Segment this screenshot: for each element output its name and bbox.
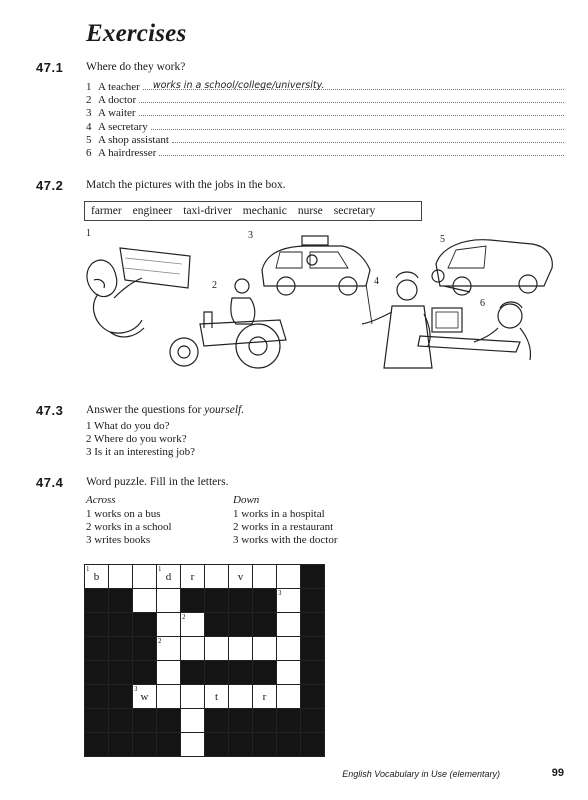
exercise-item bbox=[86, 121, 564, 134]
item-text: A doctor bbox=[98, 94, 137, 107]
crossword-cell bbox=[229, 661, 253, 685]
crossword-cell bbox=[157, 733, 181, 757]
clue-number: 1 bbox=[158, 565, 162, 573]
cell-letter: d bbox=[165, 571, 172, 583]
cell-letter: b bbox=[93, 571, 100, 583]
question-item: 1 What do you do? bbox=[86, 420, 170, 432]
exercise-item bbox=[86, 81, 564, 94]
crossword-cell[interactable] bbox=[181, 637, 205, 661]
crossword-cell bbox=[181, 661, 205, 685]
exercise-47-3-questions bbox=[86, 420, 195, 459]
across-clue: 2 works in a school bbox=[86, 521, 172, 533]
handwritten-answer: works in a school/college/university. bbox=[152, 80, 325, 91]
exercise-number-47-3: 47.3 bbox=[36, 403, 64, 418]
nurse-illustration bbox=[362, 272, 432, 368]
crossword-cell bbox=[253, 709, 277, 733]
crossword-cell[interactable] bbox=[277, 589, 301, 613]
crossword-cell bbox=[277, 733, 301, 757]
down-heading: Down bbox=[233, 494, 260, 506]
crossword-cell[interactable] bbox=[157, 661, 181, 685]
crossword-cell bbox=[85, 685, 109, 709]
picture-label-6: 6 bbox=[480, 298, 485, 309]
page-title: Exercises bbox=[86, 20, 187, 47]
item-text: A shop assistant bbox=[98, 133, 169, 146]
crossword-cell bbox=[229, 589, 253, 613]
crossword-cell bbox=[301, 685, 325, 709]
job-word: farmer bbox=[91, 205, 122, 217]
crossword-cell bbox=[229, 733, 253, 757]
crossword-cell bbox=[85, 661, 109, 685]
exercise-number-47-4: 47.4 bbox=[36, 475, 64, 490]
exercise-number-47-1: 47.1 bbox=[36, 60, 64, 75]
crossword-cell bbox=[133, 661, 157, 685]
crossword-cell[interactable] bbox=[157, 565, 181, 589]
item-number: 1 bbox=[86, 81, 92, 93]
crossword-cell[interactable] bbox=[277, 613, 301, 637]
crossword-cell bbox=[301, 613, 325, 637]
crossword-cell bbox=[301, 637, 325, 661]
across-clue: 1 works on a bus bbox=[86, 508, 161, 520]
crossword-cell bbox=[133, 733, 157, 757]
crossword-cell[interactable] bbox=[229, 685, 253, 709]
crossword-cell bbox=[253, 613, 277, 637]
answer-line[interactable] bbox=[143, 81, 564, 90]
crossword-cell bbox=[277, 709, 301, 733]
clue-number: 3 bbox=[278, 589, 282, 597]
crossword-cell bbox=[109, 637, 133, 661]
item-number: 6 bbox=[86, 146, 92, 159]
picture-label-5: 5 bbox=[440, 234, 445, 245]
item-text: A teacher bbox=[98, 81, 140, 93]
crossword-cell bbox=[157, 709, 181, 733]
crossword-cell bbox=[205, 709, 229, 733]
crossword-cell bbox=[205, 613, 229, 637]
crossword-cell bbox=[205, 661, 229, 685]
crossword-cell bbox=[205, 589, 229, 613]
down-clues bbox=[233, 508, 337, 547]
job-pictures bbox=[80, 228, 560, 388]
crossword-cell bbox=[301, 709, 325, 733]
crossword-cell[interactable] bbox=[157, 685, 181, 709]
answer-line[interactable] bbox=[151, 121, 564, 130]
crossword-cell bbox=[85, 709, 109, 733]
clue-number: 3 bbox=[134, 685, 138, 693]
clue-number: 1 bbox=[86, 565, 90, 573]
crossword-cell bbox=[109, 589, 133, 613]
crossword-grid bbox=[84, 564, 325, 757]
exercise-item bbox=[86, 94, 564, 107]
across-clue: 3 writes books bbox=[86, 534, 151, 546]
crossword-cell[interactable] bbox=[157, 589, 181, 613]
cell-letter: t bbox=[214, 691, 219, 703]
cell-letter: v bbox=[237, 571, 244, 583]
job-word-box bbox=[84, 201, 422, 221]
crossword-cell[interactable] bbox=[109, 565, 133, 589]
exercise-number-47-2: 47.2 bbox=[36, 178, 64, 193]
crossword-cell bbox=[109, 709, 133, 733]
crossword-cell[interactable] bbox=[181, 733, 205, 757]
crossword-cell[interactable] bbox=[253, 685, 277, 709]
instruction-text: Answer the questions for bbox=[86, 404, 205, 416]
crossword-cell bbox=[301, 661, 325, 685]
question-item: 3 Is it an interesting job? bbox=[86, 446, 196, 458]
picture-label-2: 2 bbox=[212, 280, 217, 291]
crossword-cell[interactable] bbox=[277, 565, 301, 589]
book-title-footer: English Vocabulary in Use (elementary) bbox=[342, 769, 500, 779]
item-number: 4 bbox=[86, 120, 92, 133]
answer-line[interactable] bbox=[172, 134, 564, 143]
job-word: taxi-driver bbox=[183, 205, 232, 217]
exercise-instruction-47-2: Match the pictures with the jobs in the box. bbox=[86, 179, 286, 191]
item-number: 5 bbox=[86, 133, 92, 146]
teacher-illustration bbox=[87, 248, 190, 337]
item-text: A hairdresser bbox=[98, 146, 157, 159]
crossword-cell[interactable] bbox=[229, 565, 253, 589]
crossword-cell[interactable] bbox=[277, 637, 301, 661]
question-item: 2 Where do you work? bbox=[86, 433, 187, 445]
crossword-cell bbox=[109, 685, 133, 709]
crossword-cell[interactable] bbox=[181, 685, 205, 709]
crossword-cell bbox=[85, 733, 109, 757]
exercise-instruction-47-1: Where do they work? bbox=[86, 61, 186, 73]
crossword-cell bbox=[253, 589, 277, 613]
down-clue: 2 works in a restaurant bbox=[233, 521, 334, 533]
crossword-cell[interactable] bbox=[133, 565, 157, 589]
crossword-cell[interactable] bbox=[157, 613, 181, 637]
crossword-cell[interactable] bbox=[253, 637, 277, 661]
crossword-cell bbox=[301, 589, 325, 613]
page-number: 99 bbox=[551, 767, 564, 779]
answer-line[interactable] bbox=[139, 94, 564, 103]
crossword-cell[interactable] bbox=[205, 637, 229, 661]
exercise-item bbox=[86, 107, 564, 120]
crossword-cell bbox=[229, 613, 253, 637]
taxi-illustration bbox=[262, 236, 370, 295]
secretary-computer-illustration bbox=[418, 302, 531, 360]
item-text: A secretary bbox=[98, 120, 148, 133]
crossword-cell bbox=[109, 613, 133, 637]
answer-line[interactable] bbox=[159, 147, 564, 156]
crossword-cell bbox=[109, 733, 133, 757]
cell-letter: r bbox=[262, 691, 267, 703]
job-word: mechanic bbox=[242, 205, 287, 217]
item-number: 3 bbox=[86, 107, 92, 120]
down-clue: 1 works in a hospital bbox=[233, 508, 325, 520]
clue-number: 2 bbox=[158, 637, 162, 645]
crossword-cell[interactable] bbox=[205, 565, 229, 589]
crossword-cell[interactable] bbox=[205, 685, 229, 709]
crossword-cell bbox=[85, 613, 109, 637]
crossword-cell[interactable] bbox=[181, 709, 205, 733]
crossword-cell bbox=[301, 565, 325, 589]
crossword-cell[interactable] bbox=[277, 661, 301, 685]
mechanic-car-illustration bbox=[432, 240, 552, 295]
crossword-cell bbox=[85, 589, 109, 613]
job-word: secretary bbox=[333, 205, 376, 217]
picture-label-1: 1 bbox=[86, 228, 91, 239]
crossword-cell bbox=[181, 589, 205, 613]
cell-letter: w bbox=[140, 691, 149, 703]
crossword-cell[interactable] bbox=[181, 565, 205, 589]
crossword-cell bbox=[205, 733, 229, 757]
crossword-cell bbox=[133, 613, 157, 637]
crossword-cell[interactable] bbox=[133, 685, 157, 709]
instruction-emphasis: yourself. bbox=[204, 404, 245, 416]
across-heading: Across bbox=[86, 494, 116, 506]
crossword-cell bbox=[253, 661, 277, 685]
crossword-cell bbox=[229, 709, 253, 733]
crossword-cell[interactable] bbox=[85, 565, 109, 589]
crossword-cell[interactable] bbox=[133, 589, 157, 613]
down-clue: 3 works with the doctor bbox=[233, 534, 338, 546]
job-word: engineer bbox=[132, 205, 173, 217]
crossword-cell bbox=[133, 709, 157, 733]
crossword-cell bbox=[301, 733, 325, 757]
answer-line[interactable] bbox=[139, 107, 564, 116]
farmer-tractor-illustration bbox=[170, 279, 286, 368]
crossword-cell bbox=[133, 637, 157, 661]
crossword-cell bbox=[109, 661, 133, 685]
clue-number: 2 bbox=[182, 613, 186, 621]
exercise-47-1-list bbox=[86, 81, 564, 160]
exercise-instruction-47-3 bbox=[86, 404, 244, 416]
crossword-cell[interactable] bbox=[157, 637, 181, 661]
crossword-cell[interactable] bbox=[253, 565, 277, 589]
picture-label-3: 3 bbox=[248, 230, 253, 241]
across-clues bbox=[86, 508, 172, 547]
crossword-cell[interactable] bbox=[229, 637, 253, 661]
job-word: nurse bbox=[297, 205, 323, 217]
exercise-instruction-47-4: Word puzzle. Fill in the letters. bbox=[86, 476, 229, 488]
picture-label-4: 4 bbox=[374, 276, 379, 287]
exercise-item bbox=[86, 147, 564, 160]
crossword-cell bbox=[253, 733, 277, 757]
crossword-cell[interactable] bbox=[181, 613, 205, 637]
item-text: A waiter bbox=[98, 107, 136, 120]
item-number: 2 bbox=[86, 94, 92, 107]
crossword-cell bbox=[85, 637, 109, 661]
exercise-item bbox=[86, 134, 564, 147]
cell-letter: r bbox=[190, 571, 195, 583]
crossword-cell[interactable] bbox=[277, 685, 301, 709]
